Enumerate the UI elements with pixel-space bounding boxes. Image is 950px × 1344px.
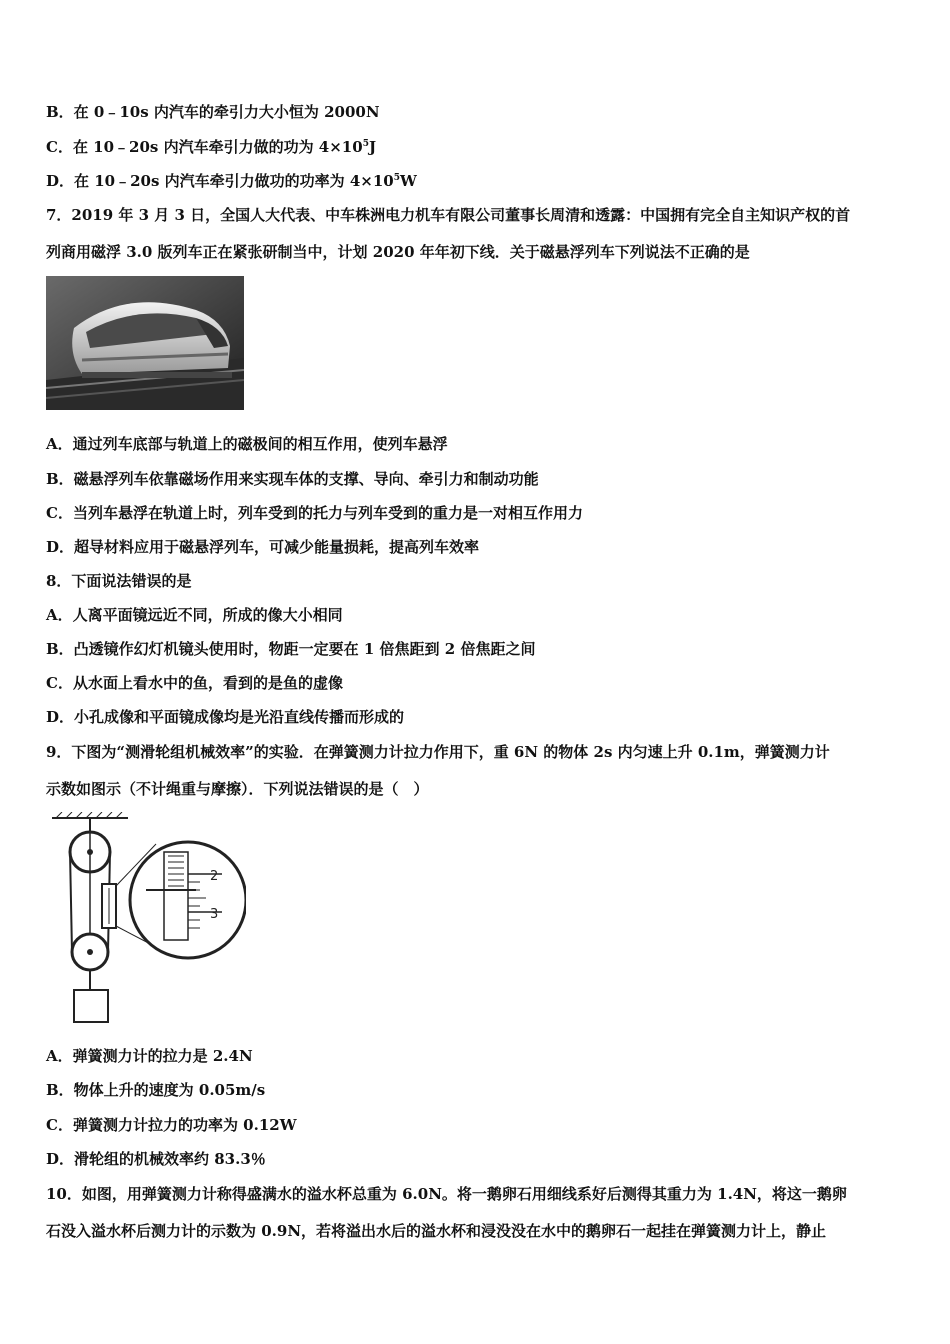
- q10-stem-line2: 石没入溢水杯后测力计的示数为 0.9N，若将溢出水后的溢水杯和浸没没在水中的鹅卵石一起挂在弹簧测力计上，静止: [46, 1222, 827, 1240]
- q7-option-a: A．通过列车底部与轨道上的磁极间的相互作用，使列车悬浮: [46, 435, 448, 453]
- q9-option-d: D．滑轮组的机械效率约 83.3％: [46, 1150, 266, 1168]
- q8-stem: 8．下面说法错误的是: [46, 572, 192, 590]
- q8-option-d: D．小孔成像和平面镜成像均是光沿直线传播而形成的: [46, 708, 405, 726]
- pulley-system-illustration: [46, 812, 246, 1030]
- q6-option-b-text: B．在 0﹣10s 内汽车的牵引力大小恒为 2000N: [46, 103, 380, 121]
- scale-label-3: 3: [210, 907, 219, 922]
- maglev-train-illustration: [46, 276, 244, 410]
- q6-option-d-exponent: 5: [393, 173, 401, 183]
- maglev-train-photo: [46, 276, 244, 410]
- q6-option-d: [46, 171, 910, 191]
- q6-option-c-exponent: 5: [362, 139, 369, 149]
- q9-stem-line2: 示数如图示（不计绳重与摩擦）．下列说法错误的是（ ）: [46, 780, 429, 798]
- q6-option-c-unit: J: [368, 138, 377, 156]
- q6-option-d-unit: W: [400, 172, 417, 190]
- q7-option-d: D．超导材料应用于磁悬浮列车，可减少能量损耗，提高列车效率: [46, 538, 480, 556]
- q7-stem-line1: 7．2019 年 3 月 3 日，全国人大代表、中车株洲电力机车有限公司董事长周清和透露：中国拥有完全自主知识产权的首: [46, 206, 851, 224]
- q6-option-c: [46, 137, 910, 157]
- q8-option-b: B．凸透镜作幻灯机镜头使用时，物距一定要在 1 倍焦距到 2 倍焦距之间: [46, 640, 536, 658]
- pulley-system-diagram: [46, 812, 246, 1030]
- q8-option-c: C．从水面上看水中的鱼，看到的是鱼的虚像: [46, 674, 343, 692]
- q6-option-b: [46, 102, 910, 122]
- q6-option-d-text: D．在 10﹣20s 内汽车牵引力做功的功率为 4×10: [46, 172, 394, 190]
- q7-option-c: C．当列车悬浮在轨道上时，列车受到的托力与列车受到的重力是一对相互作用力: [46, 504, 583, 522]
- scale-label-2: 2: [210, 869, 219, 884]
- q9-option-b: B．物体上升的速度为 0.05m/s: [46, 1081, 266, 1099]
- q9-option-c: C．弹簧测力计拉力的功率为 0.12W: [46, 1116, 297, 1134]
- q7-option-b: B．磁悬浮列车依靠磁场作用来实现车体的支撑、导向、牵引力和制动功能: [46, 470, 539, 488]
- q9-stem-line1: 9．下图为“测滑轮组机械效率”的实验．在弹簧测力计拉力作用下，重 6N 的物体 2s 内匀速上升 0.1m，弹簧测力计: [46, 743, 830, 761]
- q9-option-a: A．弹簧测力计的拉力是 2.4N: [46, 1047, 253, 1065]
- q10-stem-line1: 10．如图，用弹簧测力计称得盛满水的溢水杯总重为 6.0N。将一鹅卵石用细线系好后测得其重力为 1.4N，将这一鹅卵: [46, 1185, 847, 1203]
- q8-option-a: A．人离平面镜远近不同，所成的像大小相同: [46, 606, 343, 624]
- q7-stem-line2: 列商用磁浮 3.0 版列车正在紧张研制当中，计划 2020 年年初下线．关于磁悬浮列车下列说法不正确的是: [46, 243, 750, 261]
- q6-option-c-text: C．在 10﹣20s 内汽车牵引力做的功为 4×10: [46, 138, 363, 156]
